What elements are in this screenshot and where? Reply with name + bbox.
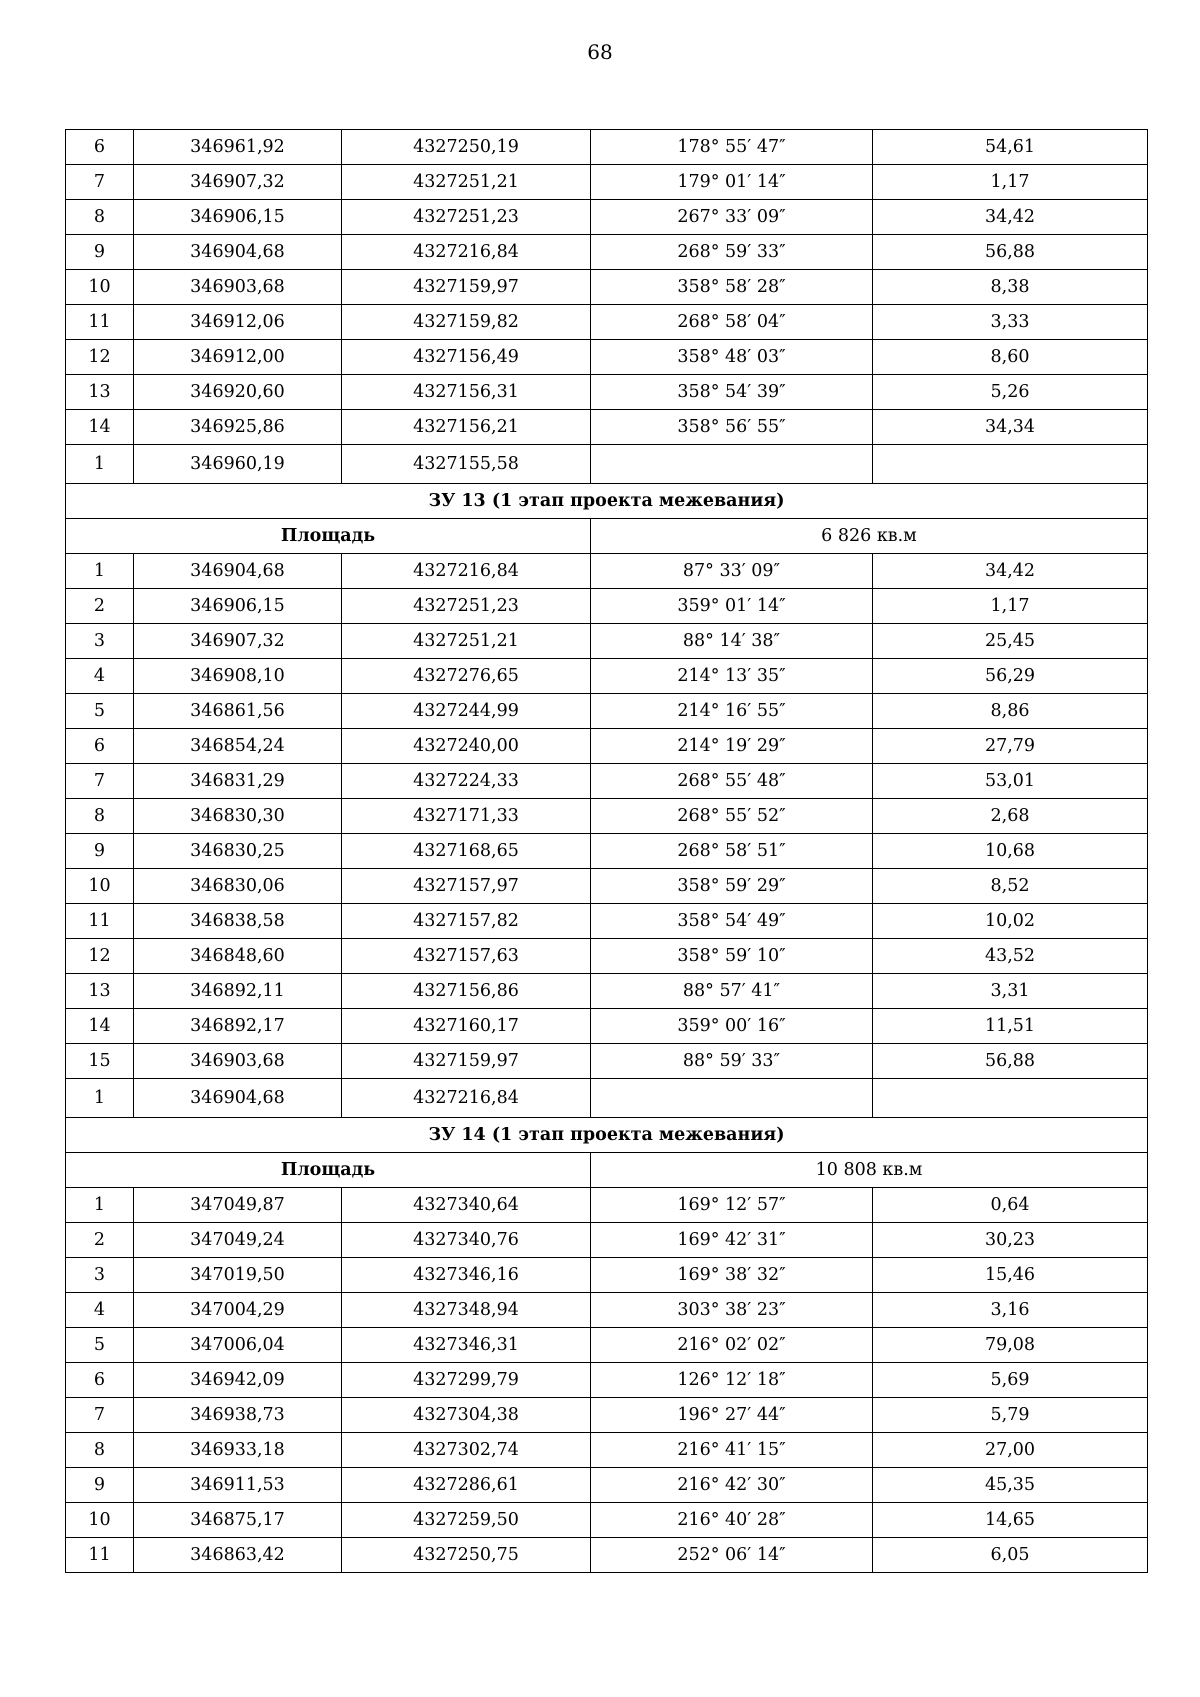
y-coordinate-cell: 4327250,75	[342, 1538, 591, 1573]
point-number-cell: 6	[66, 729, 134, 764]
y-coordinate-cell: 4327251,21	[342, 624, 591, 659]
x-coordinate-cell: 346906,15	[134, 200, 342, 235]
table-row	[66, 1398, 1148, 1433]
distance-cell: 8,38	[873, 270, 1148, 305]
y-coordinate-cell: 4327302,74	[342, 1433, 591, 1468]
direction-angle-cell: 196° 27′ 44″	[591, 1398, 873, 1433]
direction-angle-cell: 268° 55′ 48″	[591, 764, 873, 799]
x-coordinate-cell: 346904,68	[134, 235, 342, 270]
table-row	[66, 764, 1148, 799]
table-row	[66, 1433, 1148, 1468]
point-number-cell: 2	[66, 589, 134, 624]
area-row	[66, 1153, 1148, 1188]
area-value: 6 826 кв.м	[591, 519, 1148, 554]
distance-cell: 11,51	[873, 1009, 1148, 1044]
table-row	[66, 305, 1148, 340]
direction-angle-cell: 178° 55′ 47″	[591, 130, 873, 165]
direction-angle-cell: 358° 48′ 03″	[591, 340, 873, 375]
table-row	[66, 659, 1148, 694]
direction-angle-cell: 268° 59′ 33″	[591, 235, 873, 270]
page-number: 68	[587, 40, 613, 64]
x-coordinate-cell: 346892,11	[134, 974, 342, 1009]
x-coordinate-cell: 346904,68	[134, 1079, 342, 1118]
y-coordinate-cell: 4327160,17	[342, 1009, 591, 1044]
x-coordinate-cell: 346960,19	[134, 445, 342, 484]
table-row	[66, 1293, 1148, 1328]
direction-angle-cell: 358° 58′ 28″	[591, 270, 873, 305]
table-row	[66, 1468, 1148, 1503]
direction-angle-cell: 358° 56′ 55″	[591, 410, 873, 445]
y-coordinate-cell: 4327244,99	[342, 694, 591, 729]
point-number-cell: 12	[66, 340, 134, 375]
x-coordinate-cell: 346925,86	[134, 410, 342, 445]
point-number-cell: 1	[66, 1188, 134, 1223]
direction-angle-cell: 358° 59′ 29″	[591, 869, 873, 904]
direction-angle-cell: 169° 12′ 57″	[591, 1188, 873, 1223]
y-coordinate-cell: 4327156,31	[342, 375, 591, 410]
direction-angle-cell: 88° 14′ 38″	[591, 624, 873, 659]
point-number-cell: 5	[66, 1328, 134, 1363]
direction-angle-cell: 87° 33′ 09″	[591, 554, 873, 589]
point-number-cell: 3	[66, 624, 134, 659]
distance-cell: 5,79	[873, 1398, 1148, 1433]
y-coordinate-cell: 4327276,65	[342, 659, 591, 694]
point-number-cell: 1	[66, 554, 134, 589]
point-number-cell: 1	[66, 1079, 134, 1118]
table-row	[66, 165, 1148, 200]
x-coordinate-cell: 346854,24	[134, 729, 342, 764]
x-coordinate-cell: 346911,53	[134, 1468, 342, 1503]
y-coordinate-cell: 4327304,38	[342, 1398, 591, 1433]
point-number-cell: 13	[66, 974, 134, 1009]
direction-angle-cell: 88° 59′ 33″	[591, 1044, 873, 1079]
table-row	[66, 904, 1148, 939]
direction-angle-cell: 216° 40′ 28″	[591, 1503, 873, 1538]
point-number-cell: 11	[66, 904, 134, 939]
table-row	[66, 1538, 1148, 1573]
table-row	[66, 729, 1148, 764]
table-row	[66, 200, 1148, 235]
x-coordinate-cell: 346907,32	[134, 624, 342, 659]
y-coordinate-cell: 4327348,94	[342, 1293, 591, 1328]
table-row	[66, 1188, 1148, 1223]
point-number-cell: 9	[66, 1468, 134, 1503]
distance-cell: 30,23	[873, 1223, 1148, 1258]
distance-cell: 34,42	[873, 554, 1148, 589]
table-row	[66, 834, 1148, 869]
distance-cell: 79,08	[873, 1328, 1148, 1363]
point-number-cell: 14	[66, 1009, 134, 1044]
y-coordinate-cell: 4327156,21	[342, 410, 591, 445]
x-coordinate-cell: 346863,42	[134, 1538, 342, 1573]
x-coordinate-cell: 346861,56	[134, 694, 342, 729]
direction-angle-cell: 214° 13′ 35″	[591, 659, 873, 694]
distance-cell	[873, 1079, 1148, 1118]
table-row	[66, 1044, 1148, 1079]
direction-angle-cell: 358° 59′ 10″	[591, 939, 873, 974]
y-coordinate-cell: 4327159,97	[342, 1044, 591, 1079]
y-coordinate-cell: 4327216,84	[342, 1079, 591, 1118]
y-coordinate-cell: 4327259,50	[342, 1503, 591, 1538]
table-row	[66, 270, 1148, 305]
direction-angle-cell: 126° 12′ 18″	[591, 1363, 873, 1398]
point-number-cell: 14	[66, 410, 134, 445]
distance-cell: 5,69	[873, 1363, 1148, 1398]
direction-angle-cell: 216° 42′ 30″	[591, 1468, 873, 1503]
x-coordinate-cell: 346903,68	[134, 270, 342, 305]
y-coordinate-cell: 4327157,97	[342, 869, 591, 904]
y-coordinate-cell: 4327251,21	[342, 165, 591, 200]
x-coordinate-cell: 346907,32	[134, 165, 342, 200]
point-number-cell: 7	[66, 764, 134, 799]
y-coordinate-cell: 4327156,86	[342, 974, 591, 1009]
section-title-row	[66, 484, 1148, 519]
distance-cell: 3,31	[873, 974, 1148, 1009]
point-number-cell: 15	[66, 1044, 134, 1079]
direction-angle-cell: 214° 16′ 55″	[591, 694, 873, 729]
distance-cell: 15,46	[873, 1258, 1148, 1293]
x-coordinate-cell: 346908,10	[134, 659, 342, 694]
y-coordinate-cell: 4327340,64	[342, 1188, 591, 1223]
direction-angle-cell: 179° 01′ 14″	[591, 165, 873, 200]
table-row	[66, 799, 1148, 834]
point-number-cell: 7	[66, 165, 134, 200]
distance-cell: 10,68	[873, 834, 1148, 869]
point-number-cell: 11	[66, 305, 134, 340]
x-coordinate-cell: 346831,29	[134, 764, 342, 799]
x-coordinate-cell: 346904,68	[134, 554, 342, 589]
distance-cell: 8,60	[873, 340, 1148, 375]
y-coordinate-cell: 4327346,16	[342, 1258, 591, 1293]
direction-angle-cell	[591, 1079, 873, 1118]
distance-cell: 56,88	[873, 235, 1148, 270]
direction-angle-cell: 359° 01′ 14″	[591, 589, 873, 624]
distance-cell: 45,35	[873, 1468, 1148, 1503]
point-number-cell: 10	[66, 270, 134, 305]
distance-cell: 56,88	[873, 1044, 1148, 1079]
y-coordinate-cell: 4327155,58	[342, 445, 591, 484]
distance-cell: 8,52	[873, 869, 1148, 904]
point-number-cell: 9	[66, 834, 134, 869]
x-coordinate-cell: 346912,00	[134, 340, 342, 375]
x-coordinate-cell: 346830,25	[134, 834, 342, 869]
direction-angle-cell: 88° 57′ 41″	[591, 974, 873, 1009]
y-coordinate-cell: 4327157,63	[342, 939, 591, 974]
distance-cell: 5,26	[873, 375, 1148, 410]
x-coordinate-cell: 347004,29	[134, 1293, 342, 1328]
table-row	[66, 974, 1148, 1009]
y-coordinate-cell: 4327168,65	[342, 834, 591, 869]
y-coordinate-cell: 4327224,33	[342, 764, 591, 799]
table-row	[66, 939, 1148, 974]
y-coordinate-cell: 4327340,76	[342, 1223, 591, 1258]
point-number-cell: 1	[66, 445, 134, 484]
y-coordinate-cell: 4327299,79	[342, 1363, 591, 1398]
point-number-cell: 8	[66, 799, 134, 834]
coordinates-table	[65, 129, 1148, 1573]
area-row	[66, 519, 1148, 554]
area-value: 10 808 кв.м	[591, 1153, 1148, 1188]
distance-cell: 56,29	[873, 659, 1148, 694]
x-coordinate-cell: 346938,73	[134, 1398, 342, 1433]
direction-angle-cell: 358° 54′ 39″	[591, 375, 873, 410]
distance-cell: 25,45	[873, 624, 1148, 659]
direction-angle-cell: 268° 58′ 04″	[591, 305, 873, 340]
table-row	[66, 340, 1148, 375]
x-coordinate-cell: 347006,04	[134, 1328, 342, 1363]
direction-angle-cell: 169° 42′ 31″	[591, 1223, 873, 1258]
y-coordinate-cell: 4327250,19	[342, 130, 591, 165]
table-row	[66, 1363, 1148, 1398]
table-row	[66, 589, 1148, 624]
direction-angle-cell: 216° 02′ 02″	[591, 1328, 873, 1363]
distance-cell: 1,17	[873, 589, 1148, 624]
x-coordinate-cell: 346830,06	[134, 869, 342, 904]
y-coordinate-cell: 4327171,33	[342, 799, 591, 834]
point-number-cell: 5	[66, 694, 134, 729]
point-number-cell: 11	[66, 1538, 134, 1573]
table-row	[66, 1079, 1148, 1118]
x-coordinate-cell: 346933,18	[134, 1433, 342, 1468]
y-coordinate-cell: 4327159,97	[342, 270, 591, 305]
point-number-cell: 9	[66, 235, 134, 270]
point-number-cell: 3	[66, 1258, 134, 1293]
distance-cell: 43,52	[873, 939, 1148, 974]
x-coordinate-cell: 347049,24	[134, 1223, 342, 1258]
direction-angle-cell	[591, 445, 873, 484]
direction-angle-cell: 214° 19′ 29″	[591, 729, 873, 764]
direction-angle-cell: 169° 38′ 32″	[591, 1258, 873, 1293]
table-row	[66, 1009, 1148, 1044]
y-coordinate-cell: 4327346,31	[342, 1328, 591, 1363]
x-coordinate-cell: 346961,92	[134, 130, 342, 165]
y-coordinate-cell: 4327156,49	[342, 340, 591, 375]
x-coordinate-cell: 346838,58	[134, 904, 342, 939]
table-row	[66, 1258, 1148, 1293]
table-row	[66, 1503, 1148, 1538]
distance-cell: 34,42	[873, 200, 1148, 235]
distance-cell: 6,05	[873, 1538, 1148, 1573]
x-coordinate-cell: 346892,17	[134, 1009, 342, 1044]
x-coordinate-cell: 347019,50	[134, 1258, 342, 1293]
point-number-cell: 2	[66, 1223, 134, 1258]
x-coordinate-cell: 346942,09	[134, 1363, 342, 1398]
x-coordinate-cell: 346906,15	[134, 589, 342, 624]
table-row	[66, 869, 1148, 904]
point-number-cell: 6	[66, 1363, 134, 1398]
y-coordinate-cell: 4327251,23	[342, 200, 591, 235]
table-row	[66, 694, 1148, 729]
table-row	[66, 554, 1148, 589]
table-row	[66, 445, 1148, 484]
point-number-cell: 10	[66, 869, 134, 904]
direction-angle-cell: 359° 00′ 16″	[591, 1009, 873, 1044]
y-coordinate-cell: 4327251,23	[342, 589, 591, 624]
x-coordinate-cell: 346830,30	[134, 799, 342, 834]
point-number-cell: 8	[66, 1433, 134, 1468]
distance-cell: 14,65	[873, 1503, 1148, 1538]
table-row	[66, 624, 1148, 659]
distance-cell: 3,33	[873, 305, 1148, 340]
table-row	[66, 1328, 1148, 1363]
distance-cell: 1,17	[873, 165, 1148, 200]
distance-cell: 34,34	[873, 410, 1148, 445]
direction-angle-cell: 358° 54′ 49″	[591, 904, 873, 939]
distance-cell: 10,02	[873, 904, 1148, 939]
point-number-cell: 10	[66, 1503, 134, 1538]
section-title-row	[66, 1118, 1148, 1153]
x-coordinate-cell: 346848,60	[134, 939, 342, 974]
y-coordinate-cell: 4327216,84	[342, 554, 591, 589]
direction-angle-cell: 216° 41′ 15″	[591, 1433, 873, 1468]
x-coordinate-cell: 346912,06	[134, 305, 342, 340]
table-row	[66, 410, 1148, 445]
point-number-cell: 4	[66, 1293, 134, 1328]
x-coordinate-cell: 346920,60	[134, 375, 342, 410]
y-coordinate-cell: 4327240,00	[342, 729, 591, 764]
coordinates-table-body	[66, 130, 1148, 1573]
direction-angle-cell: 303° 38′ 23″	[591, 1293, 873, 1328]
direction-angle-cell: 268° 58′ 51″	[591, 834, 873, 869]
table-row	[66, 1223, 1148, 1258]
x-coordinate-cell: 347049,87	[134, 1188, 342, 1223]
distance-cell: 53,01	[873, 764, 1148, 799]
point-number-cell: 6	[66, 130, 134, 165]
table-row	[66, 375, 1148, 410]
area-label: Площадь	[66, 1153, 591, 1188]
distance-cell: 2,68	[873, 799, 1148, 834]
x-coordinate-cell: 346875,17	[134, 1503, 342, 1538]
direction-angle-cell: 252° 06′ 14″	[591, 1538, 873, 1573]
distance-cell	[873, 445, 1148, 484]
distance-cell: 8,86	[873, 694, 1148, 729]
y-coordinate-cell: 4327286,61	[342, 1468, 591, 1503]
point-number-cell: 7	[66, 1398, 134, 1433]
section-title: ЗУ 13 (1 этап проекта межевания)	[66, 484, 1148, 519]
x-coordinate-cell: 346903,68	[134, 1044, 342, 1079]
section-title: ЗУ 14 (1 этап проекта межевания)	[66, 1118, 1148, 1153]
y-coordinate-cell: 4327216,84	[342, 235, 591, 270]
distance-cell: 27,00	[873, 1433, 1148, 1468]
distance-cell: 3,16	[873, 1293, 1148, 1328]
direction-angle-cell: 267° 33′ 09″	[591, 200, 873, 235]
table-row	[66, 130, 1148, 165]
distance-cell: 27,79	[873, 729, 1148, 764]
table-row	[66, 235, 1148, 270]
y-coordinate-cell: 4327157,82	[342, 904, 591, 939]
distance-cell: 54,61	[873, 130, 1148, 165]
point-number-cell: 4	[66, 659, 134, 694]
point-number-cell: 12	[66, 939, 134, 974]
y-coordinate-cell: 4327159,82	[342, 305, 591, 340]
point-number-cell: 8	[66, 200, 134, 235]
distance-cell: 0,64	[873, 1188, 1148, 1223]
direction-angle-cell: 268° 55′ 52″	[591, 799, 873, 834]
point-number-cell: 13	[66, 375, 134, 410]
area-label: Площадь	[66, 519, 591, 554]
